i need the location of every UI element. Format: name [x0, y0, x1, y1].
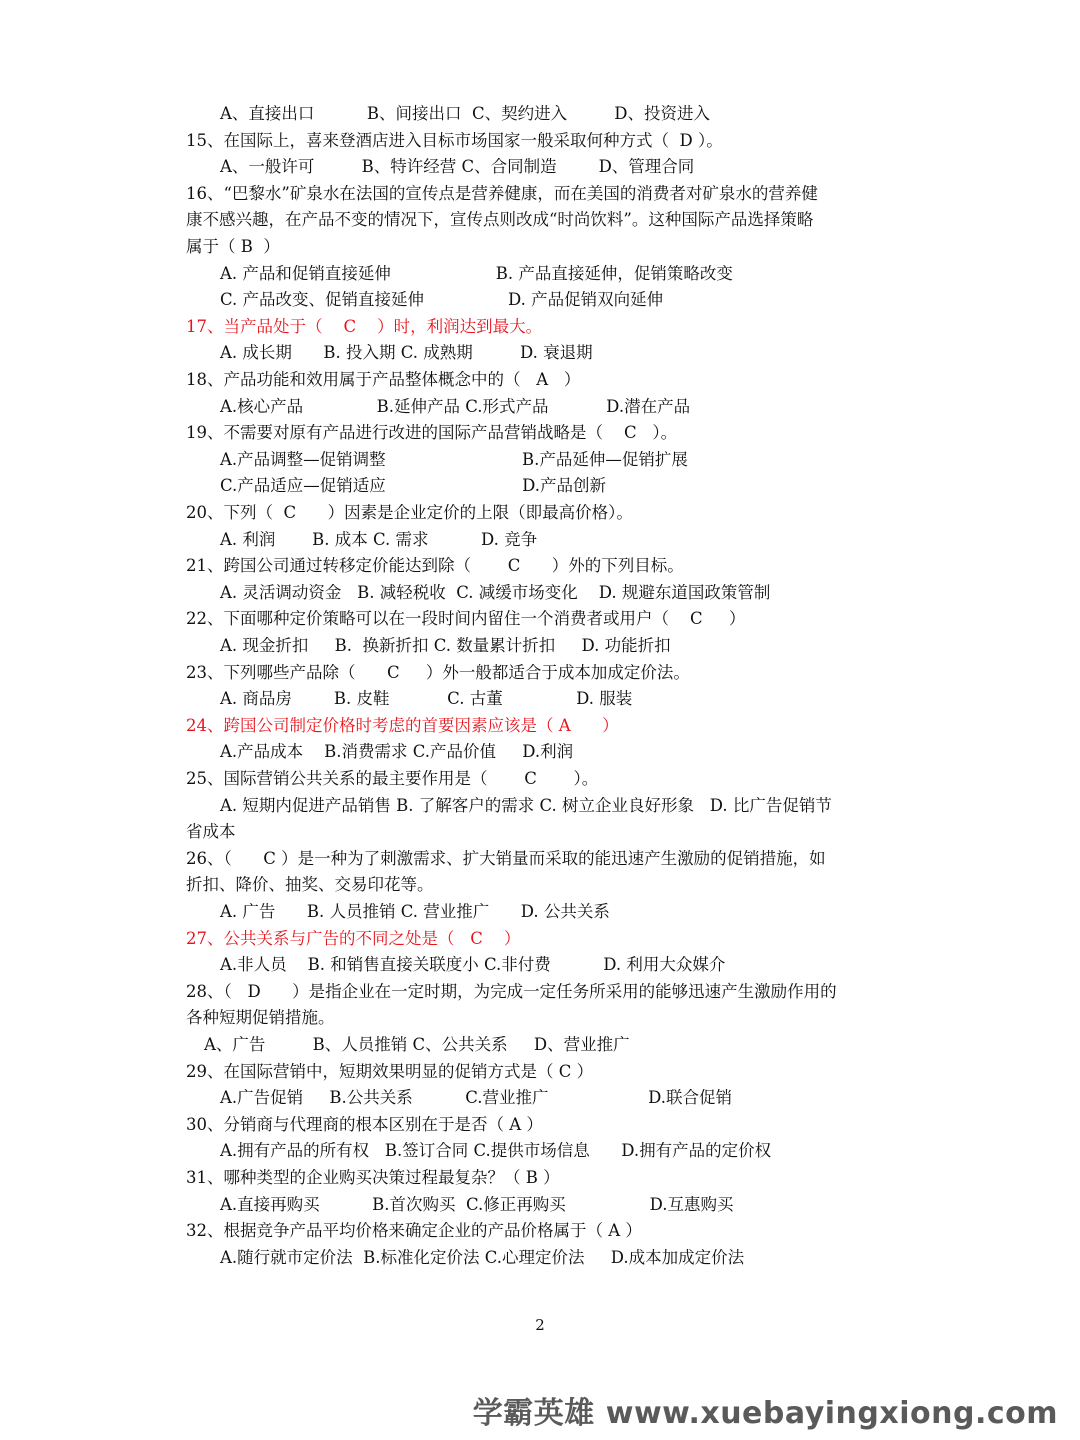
text-line: A、直接出口 B、间接出口 C、契约进入 D、投资进入 [220, 104, 711, 123]
text-line: 各种短期促销措施。 [186, 1008, 335, 1028]
text-line: A. 短期内促进产品销售 B. 了解客户的需求 C. 树立企业良好形象 D. 比广告促销节 [220, 795, 832, 815]
text-line: 折扣、降价、抽奖、交易印花等。 [186, 875, 434, 895]
text-line: C.产品适应—促销适应 D.产品创新 [220, 476, 607, 496]
text-line: 25、国际营销公共关系的最主要作用是（ C ）。 [186, 769, 599, 788]
text-line: 15、在国际上，喜来登酒店进入目标市场国家一般采取何种方式（ D ）。 [186, 130, 723, 150]
text-line: 16、“巴黎水”矿泉水在法国的宣传点是营养健康，而在美国的消费者对矿泉水的营养健 [186, 183, 818, 203]
text-line: A、广告 B、人员推销 C、公共关系 D、营业推广 [204, 1035, 630, 1054]
text-line: 省成本 [186, 822, 236, 842]
text-line: 19、不需要对原有产品进行改进的国际产品营销战略是（ C ）。 [186, 423, 678, 443]
text-line: 18、产品功能和效用属于产品整体概念中的（ A ） [186, 370, 581, 389]
text-line: 22、下面哪种定价策略可以在一段时间内留住一个消费者或用户（ C ） [186, 609, 746, 629]
text-line: 27、公共关系与广告的不同之处是（ C ） [186, 928, 521, 948]
text-line: 26、（ C ）是一种为了刺激需求、扩大销量而采取的能迅速产生激励的促销措施，如 [186, 848, 826, 868]
text-line: A. 现金折扣 B. 换新折扣 C. 数量累计折扣 D. 功能折扣 [220, 636, 671, 655]
text-line: A. 灵活调动资金 B. 减轻税收 C. 减缓市场变化 D. 规避东道国政策管制 [220, 582, 771, 602]
text-line: A.拥有产品的所有权 B.签订合同 C.提供市场信息 D.拥有产品的定价权 [220, 1141, 772, 1161]
text-line: A.广告促销 B.公共关系 C.营业推广 D.联合促销 [220, 1088, 733, 1108]
text-line: A. 成长期 B. 投入期 C. 成熟期 D. 衰退期 [220, 343, 593, 363]
text-line: A. 产品和促销直接延伸 B. 产品直接延伸，促销策略改变 [220, 263, 733, 283]
text-line: 17、当产品处于（ C ）时，利润达到最大。 [186, 316, 543, 336]
text-line: A.产品调整—促销调整 B.产品延伸—促销扩展 [220, 449, 688, 469]
text-line: A. 商品房 B. 皮鞋 C. 古董 D. 服装 [220, 689, 633, 709]
text-line: 29、在国际营销中，短期效果明显的促销方式是（ C ） [186, 1061, 594, 1081]
text-line: C. 产品改变、促销直接延伸 D. 产品促销双向延伸 [220, 290, 664, 310]
text-line: A.非人员 B. 和销售直接关联度小 C.非付费 D. 利用大众媒介 [220, 955, 726, 975]
text-line: 20、下列（ C ）因素是企业定价的上限（即最高价格）。 [186, 503, 633, 522]
text-line: 31、哪种类型的企业购买决策过程最复杂？（ B ） [186, 1168, 560, 1187]
text-line: A. 广告 B. 人员推销 C. 营业推广 D. 公共关系 [220, 902, 610, 921]
text-line: 32、根据竞争产品平均价格来确定企业的产品价格属于（ A ） [186, 1221, 642, 1241]
text-line: 21、跨国公司通过转移定价能达到除（ C ）外的下列目标。 [186, 556, 684, 576]
text-line: A.核心产品 B.延伸产品 C.形式产品 D.潜在产品 [220, 396, 691, 416]
text-line: 30、分销商与代理商的根本区别在于是否（ A ） [186, 1114, 543, 1134]
page-number: 2 [535, 1316, 545, 1334]
text-line: 属于（ B ） [186, 237, 280, 256]
text-line: 28、（ D ）是指企业在一定时期，为完成一定任务所采用的能够迅速产生激励作用的 [186, 981, 837, 1001]
text-line: A.产品成本 B.消费需求 C.产品价值 D.利润 [220, 742, 574, 762]
text-line: 康不感兴趣，在产品不变的情况下，宣传点则改成“时尚饮料”。这种国际产品选择策略 [186, 210, 814, 230]
text-line: A. 利润 B. 成本 C. 需求 D. 竞争 [220, 529, 538, 549]
text-line: A.直接再购买 B.首次购买 C.修正再购买 D.互惠购买 [220, 1194, 734, 1214]
text-line: A、一般许可 B、特许经营 C、合同制造 D、管理合同 [220, 157, 695, 177]
text-line: 23、下列哪些产品除（ C ）外一般都适合于成本加成定价法。 [186, 662, 690, 682]
text-line: A.随行就市定价法 B.标准化定价法 C.心理定价法 D.成本加成定价法 [220, 1247, 745, 1267]
site-watermark: 学霸英雄 www.xuebayingxiong.com [472, 1396, 1058, 1431]
text-line: 24、跨国公司制定价格时考虑的首要因素应该是（ A ） [186, 715, 619, 735]
